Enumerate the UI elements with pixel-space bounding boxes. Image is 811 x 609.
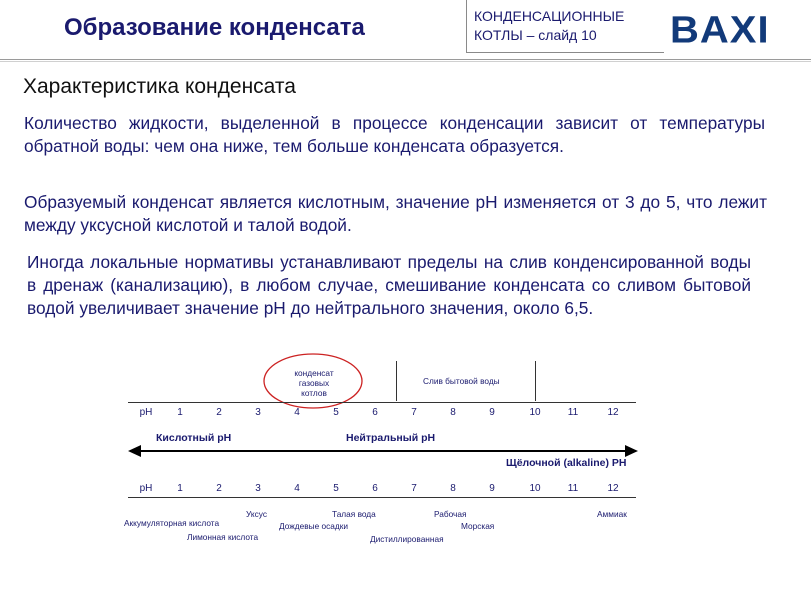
bottom-scale-tick-9: 9 xyxy=(489,483,495,494)
header-divider-shadow xyxy=(0,61,811,62)
top-scale-tick-6: 6 xyxy=(372,407,378,418)
bottom-scale-tick-10: 10 xyxy=(529,483,541,494)
condensate-circle-icon xyxy=(262,350,368,410)
top-scale-tick-3: 3 xyxy=(255,407,261,418)
top-scale-ph-label: pH xyxy=(139,407,153,418)
top-scale-tick-2: 2 xyxy=(216,407,222,418)
header-subtitle-line2: КОТЛЫ – слайд 10 xyxy=(474,27,597,43)
bottom-scale-tick-12: 12 xyxy=(607,483,619,494)
paragraph-local-regulations: Иногда локальные нормативы устанавливают пределы на слив конденсированной воды в дренаж (канализацию), в любом случае, смешивание конденсата со сливом бытовой водой увеличивает значение pH до нейтрального значения, около 6,5. xyxy=(27,252,751,318)
substance-distilled: Дистиллированная xyxy=(370,534,444,544)
substance-acid-rain: Дождевые осадки xyxy=(279,521,349,531)
bottom-scale-line xyxy=(128,497,636,498)
top-scale-tick-5: 5 xyxy=(333,407,339,418)
drain-range-left xyxy=(396,361,397,401)
page-title: Образование конденсата xyxy=(64,14,365,41)
baxi-logo: BAXI xyxy=(670,9,770,51)
household-drain-label: Слив бытовой воды xyxy=(423,376,500,386)
header-divider xyxy=(0,59,811,60)
bottom-scale-tick-1: 1 xyxy=(177,483,183,494)
top-scale-tick-4: 4 xyxy=(294,407,300,418)
top-scale-line xyxy=(128,402,636,403)
top-scale-tick-7: 7 xyxy=(411,407,417,418)
substance-melt-water: Талая вода xyxy=(332,509,376,519)
bottom-scale-tick-7: 7 xyxy=(411,483,417,494)
substance-vinegar: Уксус xyxy=(246,509,267,519)
substance-working: Рабочая xyxy=(434,509,467,519)
bottom-scale-ph-label: pH xyxy=(139,483,153,494)
condensate-label-line1: конденсат xyxy=(294,368,334,378)
bottom-scale-tick-3: 3 xyxy=(255,483,261,494)
substance-citric-acid: Лимонная кислота xyxy=(187,532,259,542)
bottom-scale-tick-4: 4 xyxy=(294,483,300,494)
condensate-label-line3: котлов xyxy=(301,388,327,398)
bottom-scale-tick-2: 2 xyxy=(216,483,222,494)
top-scale-tick-1: 1 xyxy=(177,407,183,418)
condensate-label xyxy=(286,368,342,398)
drain-range-right xyxy=(535,361,536,401)
ph-arrow-icon xyxy=(128,443,638,459)
bottom-scale-tick-5: 5 xyxy=(333,483,339,494)
substance-ammonia: Аммиак xyxy=(597,509,627,519)
top-scale-tick-10: 10 xyxy=(529,407,541,418)
neutral-label: Нейтральный рН xyxy=(346,432,436,444)
top-scale-tick-12: 12 xyxy=(607,407,619,418)
substance-battery-acid: Аккумуляторная кислота xyxy=(124,518,220,528)
condensate-label-line2: газовых xyxy=(298,378,330,388)
acidic-label: Кислотный рН xyxy=(156,432,232,444)
substance-sea: Морская xyxy=(461,521,495,531)
top-scale-tick-9: 9 xyxy=(489,407,495,418)
section-title: Характеристика конденсата xyxy=(23,75,296,98)
bottom-scale-tick-6: 6 xyxy=(372,483,378,494)
header-subtitle-line1: КОНДЕНСАЦИОННЫЕ xyxy=(474,8,625,24)
top-scale-tick-8: 8 xyxy=(450,407,456,418)
alkaline-label: Щёлочной (alkaline) РН xyxy=(506,457,627,469)
bottom-scale-tick-11: 11 xyxy=(567,483,579,494)
top-scale-tick-11: 11 xyxy=(567,407,579,418)
bottom-scale-tick-8: 8 xyxy=(450,483,456,494)
paragraph-condensate-amount: Количество жидкости, выделенной в процессе конденсации зависит от температуры обратной воды: чем она ниже, тем больше конденсата образуется. xyxy=(24,113,765,156)
paragraph-condensate-acidity: Образуемый конденсат является кислотным, значение рН изменяется от 3 до 5, что лежит между уксусной кислотой и талой водой. xyxy=(24,192,767,235)
